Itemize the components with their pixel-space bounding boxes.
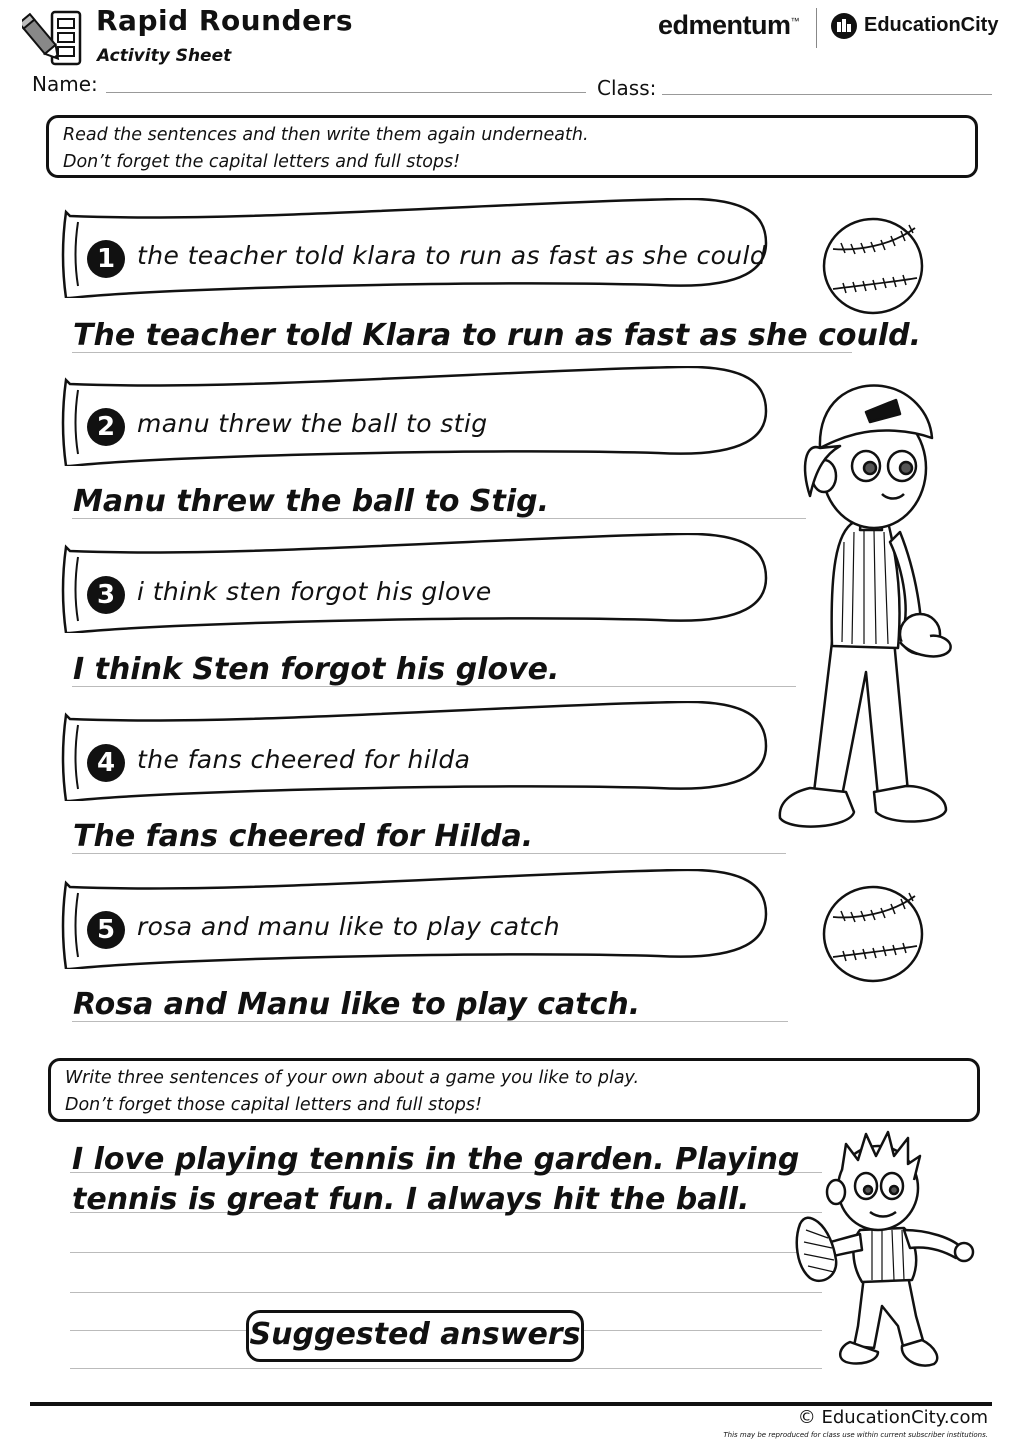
worksheet-pencil-icon bbox=[22, 8, 84, 68]
answer-line bbox=[72, 518, 806, 519]
answer-line bbox=[72, 352, 852, 353]
instructions-box bbox=[48, 1058, 980, 1122]
instruction-line: Don’t forget those capital letters and full stops! bbox=[65, 1095, 483, 1115]
name-label: Name: bbox=[32, 72, 98, 96]
suggested-answers-badge: Suggested answers bbox=[246, 1310, 584, 1362]
instruction-line: Write three sentences of your own about a game you like to play. bbox=[65, 1068, 640, 1088]
own-sentence-line: I love playing tennis in the garden. Playing bbox=[72, 1142, 800, 1177]
exercise-number: 1 bbox=[87, 240, 125, 278]
footer-rule bbox=[30, 1402, 992, 1406]
baseball-icon bbox=[821, 216, 925, 316]
brand-divider bbox=[816, 8, 817, 48]
exercise-prompt: manu threw the ball to stig bbox=[137, 409, 488, 438]
exercise-number: 3 bbox=[87, 576, 125, 614]
exercise-prompt: the fans cheered for hilda bbox=[137, 745, 471, 774]
baseball-icon bbox=[821, 884, 925, 984]
exercise-answer: Manu threw the ball to Stig. bbox=[73, 484, 549, 519]
page-subtitle: Activity Sheet bbox=[97, 46, 232, 66]
answer-line bbox=[72, 853, 786, 854]
writing-line bbox=[70, 1292, 822, 1293]
exercise-answer: Rosa and Manu like to play catch. bbox=[73, 987, 641, 1022]
answer-line bbox=[72, 686, 796, 687]
edmentum-logo: edmentum™ bbox=[658, 10, 800, 40]
exercise-answer: The teacher told Klara to run as fast as she could. bbox=[73, 318, 921, 353]
exercise-answer: The fans cheered for Hilda. bbox=[73, 819, 534, 854]
exercise-answer: I think Sten forgot his glove. bbox=[73, 652, 560, 687]
writing-line bbox=[70, 1368, 822, 1369]
instruction-line: Don’t forget the capital letters and full stops! bbox=[63, 152, 461, 172]
exercise-prompt: rosa and manu like to play catch bbox=[137, 912, 561, 941]
name-field[interactable] bbox=[106, 92, 586, 93]
instructions-box bbox=[46, 115, 978, 178]
educationcity-logo-text: EducationCity bbox=[864, 14, 999, 36]
instruction-line: Read the sentences and then write them again underneath. bbox=[63, 125, 589, 145]
own-sentences bbox=[72, 1140, 799, 1220]
class-field[interactable] bbox=[662, 94, 992, 95]
exercise-prompt: the teacher told klara to run as fast as she could bbox=[137, 241, 767, 270]
small-print: This may be reproduced for class use within current subscriber institutions. bbox=[723, 1431, 988, 1439]
writing-line bbox=[70, 1252, 822, 1253]
copyright-text: © EducationCity.com bbox=[797, 1407, 988, 1428]
exercise-number: 5 bbox=[87, 911, 125, 949]
page-title: Rapid Rounders bbox=[96, 4, 354, 37]
boy-with-cap-illustration bbox=[770, 372, 960, 848]
class-label: Class: bbox=[597, 76, 657, 100]
exercise-number: 4 bbox=[87, 744, 125, 782]
own-sentence-line: tennis is great fun. I always hit the ball. bbox=[72, 1182, 750, 1217]
exercise-prompt: i think sten forgot his glove bbox=[137, 577, 492, 606]
educationcity-logo-icon bbox=[831, 13, 857, 39]
answer-line bbox=[72, 1021, 788, 1022]
edmentum-logo-text: edmentum bbox=[658, 10, 791, 40]
boy-with-glove-illustration bbox=[792, 1126, 984, 1374]
exercise-number: 2 bbox=[87, 408, 125, 446]
